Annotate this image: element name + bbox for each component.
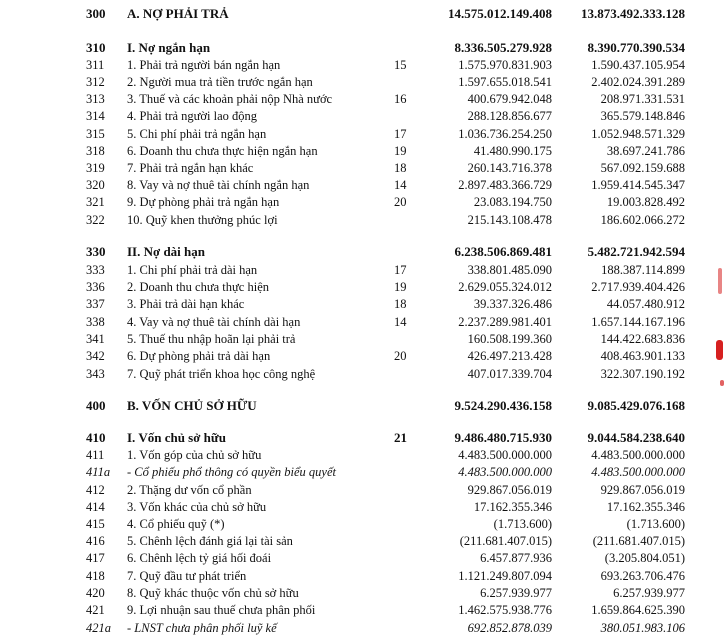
- row-label: 2. Doanh thu chưa thực hiện: [127, 280, 269, 294]
- prior-period-value: 1.590.437.105.954: [591, 58, 685, 72]
- current-period-value: 2.629.055.324.012: [458, 280, 552, 294]
- current-period-value: 2.897.483.366.729: [458, 178, 552, 192]
- prior-period-value: 9.044.584.238.640: [587, 430, 685, 445]
- row-label: 1. Phải trả người bán ngắn hạn: [127, 58, 281, 72]
- current-period-value: 1.036.736.254.250: [458, 127, 552, 141]
- row-label: I. Vốn chủ sở hữu: [127, 430, 226, 445]
- row-code: 421a: [86, 621, 111, 635]
- current-period-value: 929.867.056.019: [467, 483, 552, 497]
- row-code: 400: [86, 398, 106, 413]
- table-row: [0, 602, 727, 618]
- prior-period-value: 13.873.492.333.128: [581, 6, 685, 21]
- row-code: 420: [86, 586, 105, 600]
- current-period-value: 6.238.506.869.481: [454, 244, 552, 259]
- prior-period-value: 44.057.480.912: [606, 297, 685, 311]
- prior-period-value: 8.390.770.390.534: [587, 40, 685, 55]
- row-code: 330: [86, 244, 106, 259]
- prior-period-value: 5.482.721.942.594: [587, 244, 685, 259]
- table-row: [0, 177, 727, 193]
- prior-period-value: 1.657.144.167.196: [591, 315, 685, 329]
- current-period-value: 692.852.878.039: [467, 621, 552, 635]
- prior-period-value: 9.085.429.076.168: [587, 398, 685, 413]
- row-label: 9. Lợi nhuận sau thuế chưa phân phối: [127, 603, 316, 617]
- row-note: 14: [394, 178, 407, 192]
- prior-period-value: 929.867.056.019: [600, 483, 685, 497]
- row-note: 18: [394, 297, 407, 311]
- current-period-value: 14.575.012.149.408: [448, 6, 552, 21]
- row-label: 5. Chi phí phải trả ngắn hạn: [127, 127, 267, 141]
- prior-period-value: 186.602.066.272: [600, 213, 685, 227]
- table-row: [0, 279, 727, 295]
- prior-period-value: 17.162.355.346: [606, 500, 685, 514]
- prior-period-value: 188.387.114.899: [601, 263, 685, 277]
- table-row: [0, 620, 727, 636]
- prior-period-value: 365.579.148.846: [600, 109, 685, 123]
- row-code: 310: [86, 40, 106, 55]
- current-period-value: 1.597.655.018.541: [458, 75, 552, 89]
- table-row: [0, 194, 727, 210]
- row-code: 321: [86, 195, 105, 209]
- row-note: 18: [394, 161, 407, 175]
- prior-period-value: 408.463.901.133: [600, 349, 685, 363]
- table-row: [0, 533, 727, 549]
- row-label: 7. Quỹ phát triển khoa học công nghệ: [127, 367, 316, 381]
- row-label: 6. Dự phòng phải trả dài hạn: [127, 349, 271, 363]
- row-code: 311: [86, 58, 105, 72]
- row-code: 417: [86, 551, 105, 565]
- row-code: 418: [86, 569, 105, 583]
- row-code: 333: [86, 263, 105, 277]
- row-label: 1. Vốn góp của chủ sở hữu: [127, 448, 262, 462]
- table-row: [0, 314, 727, 330]
- current-period-value: 407.017.339.704: [467, 367, 552, 381]
- row-note: 20: [394, 349, 407, 363]
- row-label: 3. Thuế và các khoản phải nộp Nhà nước: [127, 92, 333, 106]
- prior-period-value: 1.959.414.545.347: [591, 178, 685, 192]
- row-label: 8. Quỹ khác thuộc vốn chủ sở hữu: [127, 586, 299, 600]
- row-label: B. VỐN CHỦ SỞ HỮU: [127, 398, 257, 413]
- prior-period-value: 19.003.828.492: [606, 195, 685, 209]
- current-period-value: (1.713.600): [493, 517, 552, 531]
- current-period-value: 17.162.355.346: [473, 500, 552, 514]
- table-row: [0, 464, 727, 480]
- row-note: 19: [394, 280, 407, 294]
- table-row: [0, 91, 727, 107]
- current-period-value: 23.083.194.750: [473, 195, 552, 209]
- row-label: II. Nợ dài hạn: [127, 244, 206, 259]
- table-row: [0, 348, 727, 364]
- row-code: 421: [86, 603, 105, 617]
- table-row: [0, 516, 727, 532]
- row-label: 5. Chênh lệch đánh giá lại tài sản: [127, 534, 293, 548]
- row-label: 6. Doanh thu chưa thực hiện ngắn hạn: [127, 144, 318, 158]
- row-label: A. NỢ PHẢI TRẢ: [127, 6, 229, 21]
- row-code: 342: [86, 349, 105, 363]
- table-row: [0, 6, 727, 22]
- table-row: [0, 244, 727, 260]
- table-row: [0, 296, 727, 312]
- row-label: 1. Chi phí phải trả dài hạn: [127, 263, 258, 277]
- row-code: 411: [86, 448, 105, 462]
- row-label: 8. Vay và nợ thuê tài chính ngắn hạn: [127, 178, 310, 192]
- current-period-value: 260.143.716.378: [467, 161, 552, 175]
- current-period-value: 2.237.289.981.401: [458, 315, 552, 329]
- current-period-value: 215.143.108.478: [467, 213, 552, 227]
- row-note: 16: [394, 92, 407, 106]
- prior-period-value: 380.051.983.106: [600, 621, 685, 635]
- row-label: 2. Người mua trả tiền trước ngắn hạn: [127, 75, 313, 89]
- current-period-value: 39.337.326.486: [473, 297, 552, 311]
- current-period-value: 41.480.990.175: [473, 144, 552, 158]
- current-period-value: 8.336.505.279.928: [454, 40, 552, 55]
- prior-period-value: 567.092.159.688: [600, 161, 685, 175]
- row-code: 312: [86, 75, 105, 89]
- table-row: [0, 160, 727, 176]
- row-note: 20: [394, 195, 407, 209]
- current-period-value: 6.457.877.936: [480, 551, 552, 565]
- table-row: [0, 430, 727, 446]
- prior-period-value: 38.697.241.786: [606, 144, 685, 158]
- row-code: 300: [86, 6, 106, 21]
- prior-period-value: 1.659.864.625.390: [591, 603, 685, 617]
- row-label: 3. Vốn khác của chủ sở hữu: [127, 500, 267, 514]
- row-code: 336: [86, 280, 105, 294]
- row-code: 414: [86, 500, 105, 514]
- row-label: 4. Phải trả người lao động: [127, 109, 258, 123]
- table-row: [0, 143, 727, 159]
- table-row: [0, 40, 727, 56]
- row-label: - Cổ phiếu phổ thông có quyền biểu quyết: [127, 465, 336, 479]
- row-label: - LNST chưa phân phối luỹ kế: [127, 621, 277, 635]
- prior-period-value: 693.263.706.476: [600, 569, 685, 583]
- row-label: 5. Thuế thu nhập hoãn lại phải trả: [127, 332, 296, 346]
- table-row: [0, 57, 727, 73]
- table-row: [0, 366, 727, 382]
- row-label: 4. Vay và nợ thuê tài chính dài hạn: [127, 315, 301, 329]
- table-row: [0, 331, 727, 347]
- current-period-value: 426.497.213.428: [467, 349, 552, 363]
- row-note: 17: [394, 263, 407, 277]
- table-row: [0, 74, 727, 90]
- row-label: 7. Phải trả ngắn hạn khác: [127, 161, 254, 175]
- row-note: 17: [394, 127, 407, 141]
- prior-period-value: 2.402.024.391.289: [591, 75, 685, 89]
- row-code: 319: [86, 161, 105, 175]
- prior-period-value: 208.971.331.531: [600, 92, 685, 106]
- prior-period-value: 6.257.939.977: [613, 586, 685, 600]
- row-note: 21: [394, 430, 407, 445]
- row-label: 4. Cổ phiếu quỹ (*): [127, 517, 225, 531]
- table-row: [0, 398, 727, 414]
- current-period-value: 1.575.970.831.903: [458, 58, 552, 72]
- row-code: 314: [86, 109, 105, 123]
- row-code: 338: [86, 315, 105, 329]
- row-note: 15: [394, 58, 407, 72]
- table-row: [0, 550, 727, 566]
- table-row: [0, 568, 727, 584]
- prior-period-value: (3.205.804.051): [604, 551, 685, 565]
- current-period-value: 9.486.480.715.930: [454, 430, 552, 445]
- row-code: 313: [86, 92, 105, 106]
- row-code: 341: [86, 332, 105, 346]
- row-label: 9. Dự phòng phải trả ngắn hạn: [127, 195, 280, 209]
- row-code: 416: [86, 534, 105, 548]
- prior-period-value: 144.422.683.836: [600, 332, 685, 346]
- row-code: 415: [86, 517, 105, 531]
- prior-period-value: 322.307.190.192: [600, 367, 685, 381]
- prior-period-value: (1.713.600): [626, 517, 685, 531]
- row-code: 343: [86, 367, 105, 381]
- current-period-value: 400.679.942.048: [467, 92, 552, 106]
- current-period-value: 1.121.249.807.094: [458, 569, 552, 583]
- table-row: [0, 447, 727, 463]
- row-label: I. Nợ ngắn hạn: [127, 40, 211, 55]
- row-label: 6. Chênh lệch tỷ giá hối đoái: [127, 551, 272, 565]
- row-code: 320: [86, 178, 105, 192]
- row-code: 412: [86, 483, 105, 497]
- current-period-value: 9.524.290.436.158: [454, 398, 552, 413]
- table-row: [0, 108, 727, 124]
- prior-period-value: 4.483.500.000.000: [591, 465, 685, 479]
- row-code: 322: [86, 213, 105, 227]
- table-row: [0, 482, 727, 498]
- current-period-value: 338.801.485.090: [467, 263, 552, 277]
- row-code: 318: [86, 144, 105, 158]
- row-label: 10. Quỹ khen thưởng phúc lợi: [127, 213, 278, 227]
- prior-period-value: 2.717.939.404.426: [591, 280, 685, 294]
- table-row: [0, 499, 727, 515]
- row-label: 2. Thặng dư vốn cổ phần: [127, 483, 252, 497]
- row-code: 410: [86, 430, 106, 445]
- row-code: 337: [86, 297, 105, 311]
- prior-period-value: 1.052.948.571.329: [591, 127, 685, 141]
- prior-period-value: (211.681.407.015): [592, 534, 685, 548]
- current-period-value: 160.508.199.360: [467, 332, 552, 346]
- current-period-value: 4.483.500.000.000: [458, 448, 552, 462]
- row-code: 315: [86, 127, 105, 141]
- row-label: 3. Phải trả dài hạn khác: [127, 297, 245, 311]
- row-label: 7. Quỹ đầu tư phát triển: [127, 569, 247, 583]
- row-note: 19: [394, 144, 407, 158]
- current-period-value: 1.462.575.938.776: [458, 603, 552, 617]
- current-period-value: 4.483.500.000.000: [458, 465, 552, 479]
- current-period-value: 288.128.856.677: [467, 109, 552, 123]
- current-period-value: (211.681.407.015): [459, 534, 552, 548]
- table-row: [0, 262, 727, 278]
- current-period-value: 6.257.939.977: [480, 586, 552, 600]
- row-code: 411a: [86, 465, 111, 479]
- table-row: [0, 585, 727, 601]
- table-row: [0, 126, 727, 142]
- row-note: 14: [394, 315, 407, 329]
- table-row: [0, 212, 727, 228]
- prior-period-value: 4.483.500.000.000: [591, 448, 685, 462]
